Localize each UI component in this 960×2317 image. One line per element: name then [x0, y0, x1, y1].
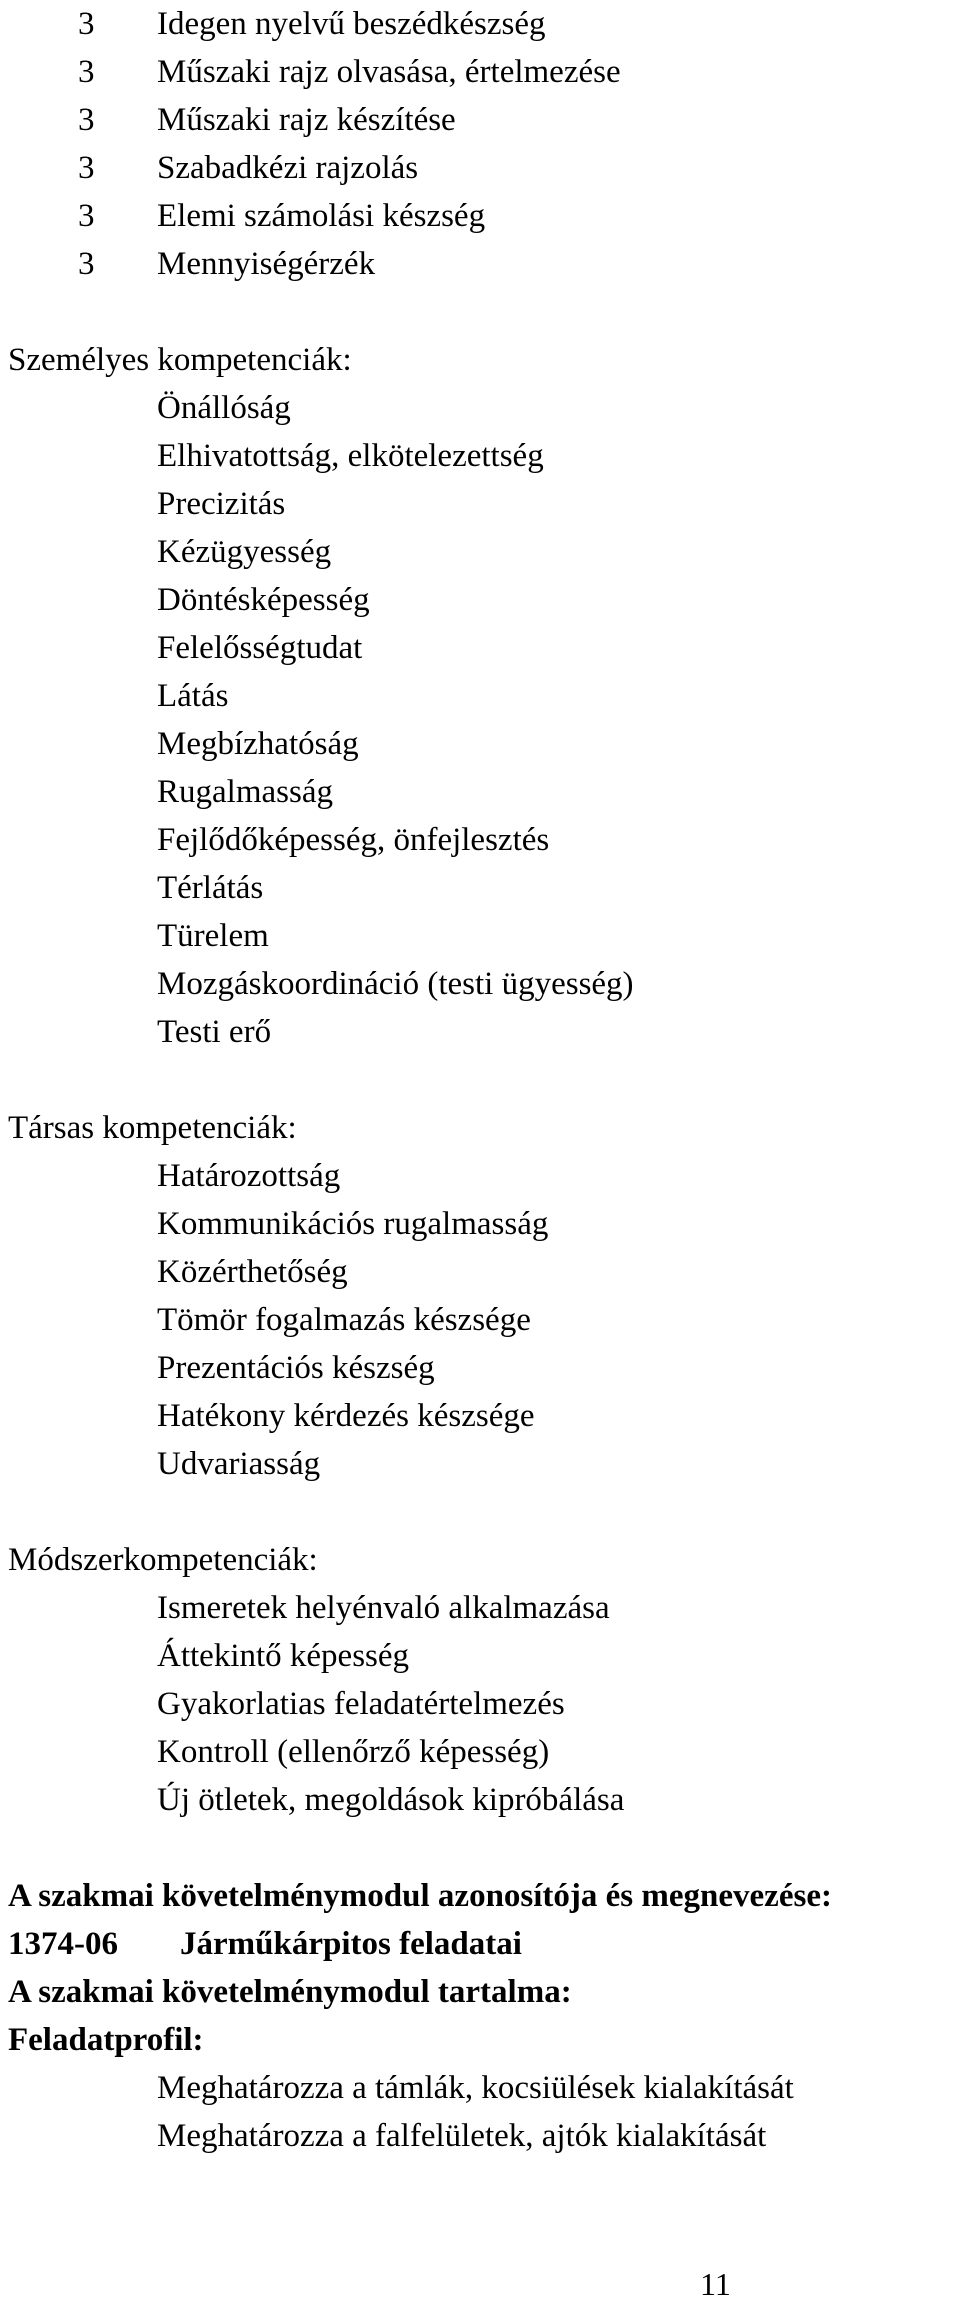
skill-label: Elemi számolási készség	[157, 198, 486, 234]
personal-competency: Látás	[157, 678, 229, 714]
module-title: Járműkárpitos feladatai	[180, 1926, 522, 1962]
list-item	[0, 2064, 960, 2112]
list-item	[0, 1248, 960, 1296]
personal-competency: Rugalmasság	[157, 774, 333, 810]
social-competencies-heading-row	[0, 1104, 960, 1152]
skill-row	[0, 48, 960, 96]
method-competency: Új ötletek, megoldások kipróbálása	[157, 1782, 625, 1818]
list-item	[0, 1344, 960, 1392]
list-item	[0, 672, 960, 720]
skill-row	[0, 96, 960, 144]
list-item	[0, 1008, 960, 1056]
method-competency: Gyakorlatias feladatértelmezés	[157, 1686, 565, 1722]
skill-row	[0, 192, 960, 240]
list-item	[0, 912, 960, 960]
social-competency: Udvariasság	[157, 1446, 321, 1482]
social-competency: Hatékony kérdezés készsége	[157, 1398, 535, 1434]
task-item: Meghatározza a falfelületek, ajtók kialakítását	[157, 2118, 767, 2154]
skill-label: Műszaki rajz készítése	[157, 102, 456, 138]
personal-competency: Térlátás	[157, 870, 264, 906]
personal-competencies-heading-row	[0, 336, 960, 384]
skill-level: 3	[78, 54, 95, 90]
page-number: 11	[700, 2266, 731, 2302]
social-competency: Prezentációs készség	[157, 1350, 435, 1386]
method-competencies-heading: Módszerkompetenciák:	[8, 1542, 318, 1578]
social-competency: Közérthetőség	[157, 1254, 348, 1290]
module-content-heading-row	[0, 1968, 960, 2016]
list-item	[0, 576, 960, 624]
method-competency: Kontroll (ellenőrző képesség)	[157, 1734, 550, 1770]
personal-competency: Fejlődőképesség, önfejlesztés	[157, 822, 550, 858]
list-item	[0, 624, 960, 672]
list-item	[0, 528, 960, 576]
list-item	[0, 1200, 960, 1248]
list-item	[0, 1392, 960, 1440]
list-item	[0, 1584, 960, 1632]
social-competencies-heading: Társas kompetenciák:	[8, 1110, 297, 1146]
list-item	[0, 2112, 960, 2160]
list-item	[0, 1776, 960, 1824]
module-code: 1374-06	[8, 1926, 118, 1962]
module-code-row	[0, 1920, 960, 1968]
skill-label: Idegen nyelvű beszédkészség	[157, 6, 546, 42]
task-profile-heading: Feladatprofil:	[8, 2022, 204, 2058]
list-item	[0, 1728, 960, 1776]
skill-row	[0, 240, 960, 288]
skill-row	[0, 144, 960, 192]
personal-competency: Testi erő	[157, 1014, 272, 1050]
personal-competency: Döntésképesség	[157, 582, 370, 618]
skill-row	[0, 0, 960, 48]
social-competency: Határozottság	[157, 1158, 341, 1194]
skill-level: 3	[78, 6, 95, 42]
social-competency: Kommunikációs rugalmasság	[157, 1206, 549, 1242]
list-item	[0, 1632, 960, 1680]
method-competencies-heading-row	[0, 1536, 960, 1584]
module-content-heading: A szakmai követelménymodul tartalma:	[8, 1974, 572, 2010]
skill-label: Szabadkézi rajzolás	[157, 150, 419, 186]
list-item	[0, 720, 960, 768]
personal-competency: Felelősségtudat	[157, 630, 363, 666]
list-item	[0, 864, 960, 912]
module-id-heading: A szakmai követelménymodul azonosítója és megnevezése:	[8, 1878, 832, 1914]
list-item	[0, 432, 960, 480]
personal-competencies-heading: Személyes kompetenciák:	[8, 342, 352, 378]
list-item	[0, 768, 960, 816]
personal-competency: Önállóság	[157, 390, 291, 426]
skill-level: 3	[78, 198, 95, 234]
list-item	[0, 480, 960, 528]
method-competency: Áttekintő képesség	[157, 1638, 410, 1674]
personal-competency: Türelem	[157, 918, 269, 954]
list-item	[0, 1680, 960, 1728]
personal-competency: Megbízhatóság	[157, 726, 359, 762]
list-item	[0, 1440, 960, 1488]
personal-competency: Elhivatottság, elkötelezettség	[157, 438, 544, 474]
skill-level: 3	[78, 246, 95, 282]
method-competency: Ismeretek helyénvaló alkalmazása	[157, 1590, 610, 1626]
personal-competency: Precizitás	[157, 486, 286, 522]
task-profile-heading-row	[0, 2016, 960, 2064]
skill-label: Műszaki rajz olvasása, értelmezése	[157, 54, 621, 90]
list-item	[0, 816, 960, 864]
social-competency: Tömör fogalmazás készsége	[157, 1302, 531, 1338]
list-item	[0, 1296, 960, 1344]
skill-level: 3	[78, 102, 95, 138]
list-item	[0, 384, 960, 432]
skill-level: 3	[78, 150, 95, 186]
personal-competency: Mozgáskoordináció (testi ügyesség)	[157, 966, 634, 1002]
task-item: Meghatározza a támlák, kocsiülések kialakítását	[157, 2070, 794, 2106]
module-id-heading-row	[0, 1872, 960, 1920]
skill-label: Mennyiségérzék	[157, 246, 376, 282]
list-item	[0, 1152, 960, 1200]
personal-competency: Kézügyesség	[157, 534, 332, 570]
list-item	[0, 960, 960, 1008]
